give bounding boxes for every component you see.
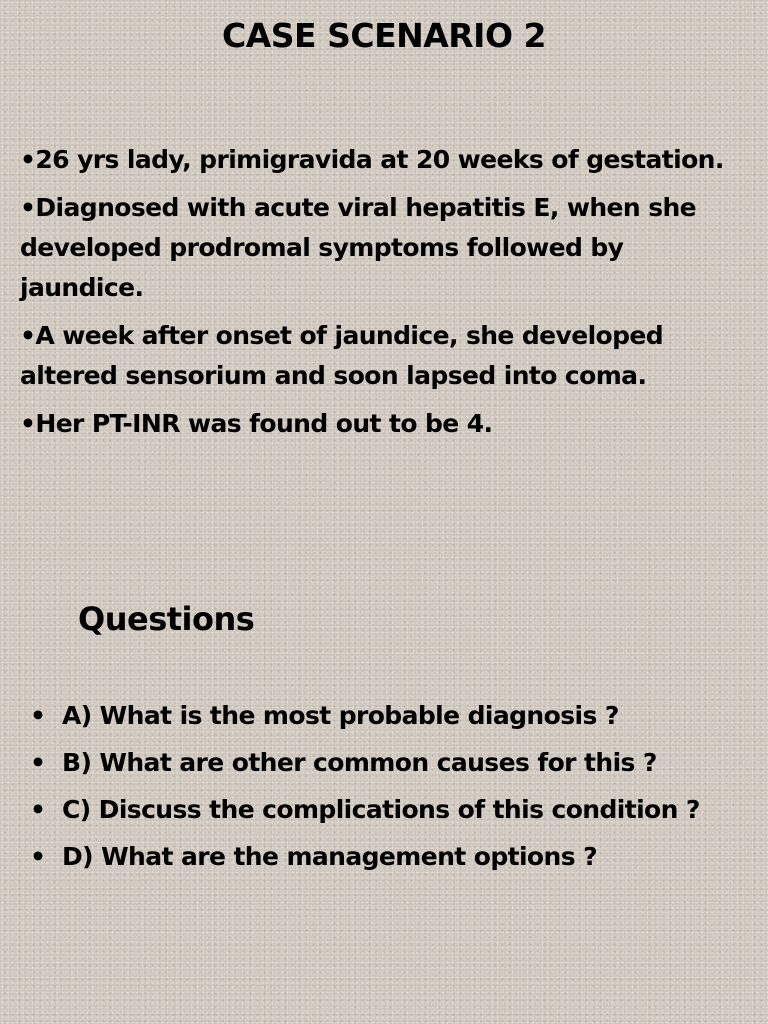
bullet-icon: • [30,701,46,730]
case-description [20,140,750,452]
bullet-icon: • [30,748,46,777]
question-item-b [30,743,750,790]
question-item-a [30,696,750,743]
questions-list [30,696,750,884]
question-text: C) Discuss the complications of this condition ? [62,795,700,824]
case-point-inr: •Her PT-INR was found out to be 4. [20,409,493,438]
question-item-d [30,837,750,884]
bullet-icon: • [30,842,46,871]
question-text: B) What are other common causes for this ? [62,748,657,777]
bullet-icon: • [30,795,46,824]
question-item-c [30,790,750,837]
slide-title: CASE SCENARIO 2 [222,16,546,55]
case-point-diagnosis: •Diagnosed with acute viral hepatitis E, when she developed prodromal symptoms followed by jaundice. [20,193,697,302]
questions-heading: Questions [78,600,255,638]
case-point-progression: •A week after onset of jaundice, she developed altered sensorium and soon lapsed into coma. [20,321,664,390]
question-text: D) What are the management options ? [62,842,597,871]
question-text: A) What is the most probable diagnosis ? [62,701,619,730]
case-point-age: •26 yrs lady, primigravida at 20 weeks of gestation. [20,145,724,174]
